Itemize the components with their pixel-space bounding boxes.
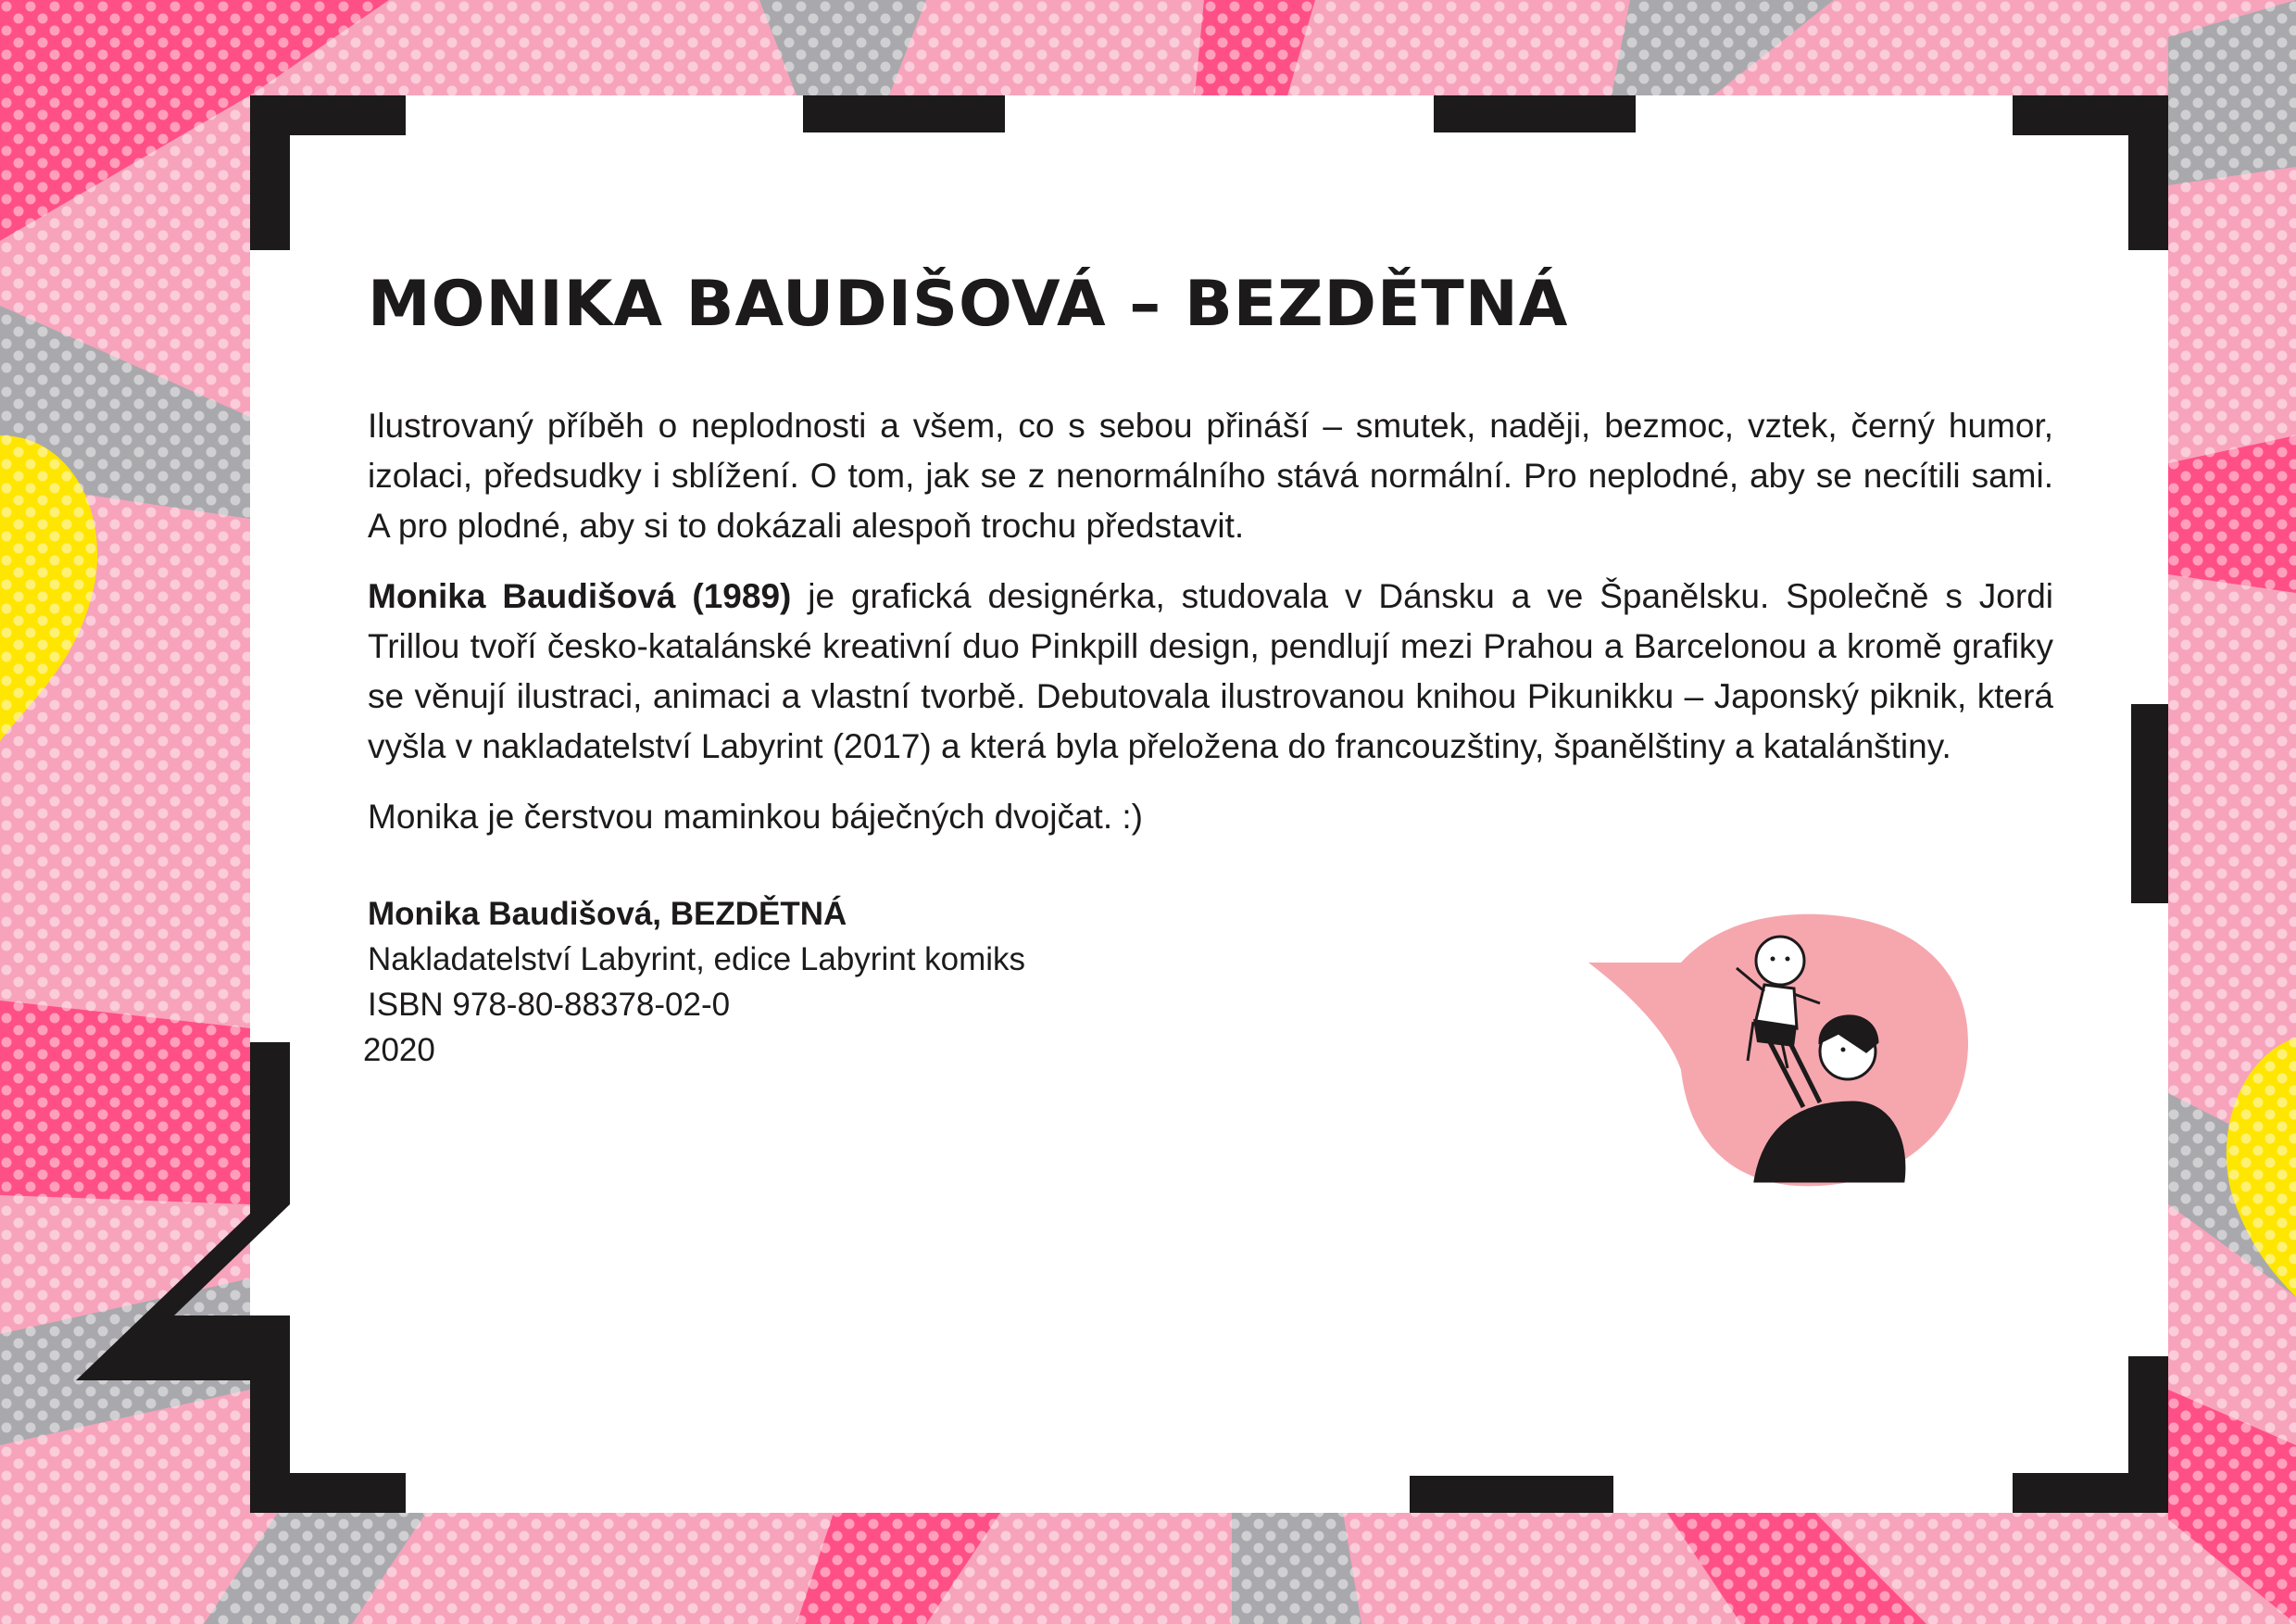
colophon-book: Monika Baudišová, BEZDĚTNÁ <box>368 896 847 932</box>
page-title: MONIKA BAUDIŠOVÁ – BEZDĚTNÁ <box>368 268 1569 341</box>
main-content <box>368 268 2053 862</box>
colophon-isbn: ISBN 978-80-88378-02-0 <box>368 987 731 1023</box>
colophon <box>363 891 1026 1073</box>
book-description: Ilustrovaný příběh o neplodnosti a všem, co s sebou přináší – smutek, naději, bezmoc, vztek, černý humor, izolaci, předsudky i sblížení. O tom, jak se z nenormálního stává normální. Pro neplodné, aby se necítili sami. A pro plodné, aby si to dokázali alespoň trochu představit. <box>368 407 2053 545</box>
illustration-speech-bubble <box>1588 903 1977 1200</box>
author-bio <box>368 572 2053 772</box>
author-note: Monika je čerstvou maminkou báječných dvojčat. :) <box>368 798 1143 836</box>
colophon-year: 2020 <box>363 1032 435 1068</box>
author-name: Monika Baudišová (1989) <box>368 577 792 615</box>
author-bio-text: je grafická designérka, studovala v Dánsku a ve Španělsku. Společně s Jordi Trillou tvoří česko-katalánské kreativní duo Pinkpill design, pendlují mezi Prahou a Barcelonou a kromě grafiky se věnují ilustraci, animaci a vlastní tvorbě. Debutovala ilustrovanou knihou Pikunikku – Japonský piknik, která vyšla v nakladatelství Labyrint (2017) a která byla přeložena do francouzštiny, španělštiny a katalánštiny. <box>368 577 2053 765</box>
colophon-publisher: Nakladatelství Labyrint, edice Labyrint komiks <box>368 941 1026 977</box>
